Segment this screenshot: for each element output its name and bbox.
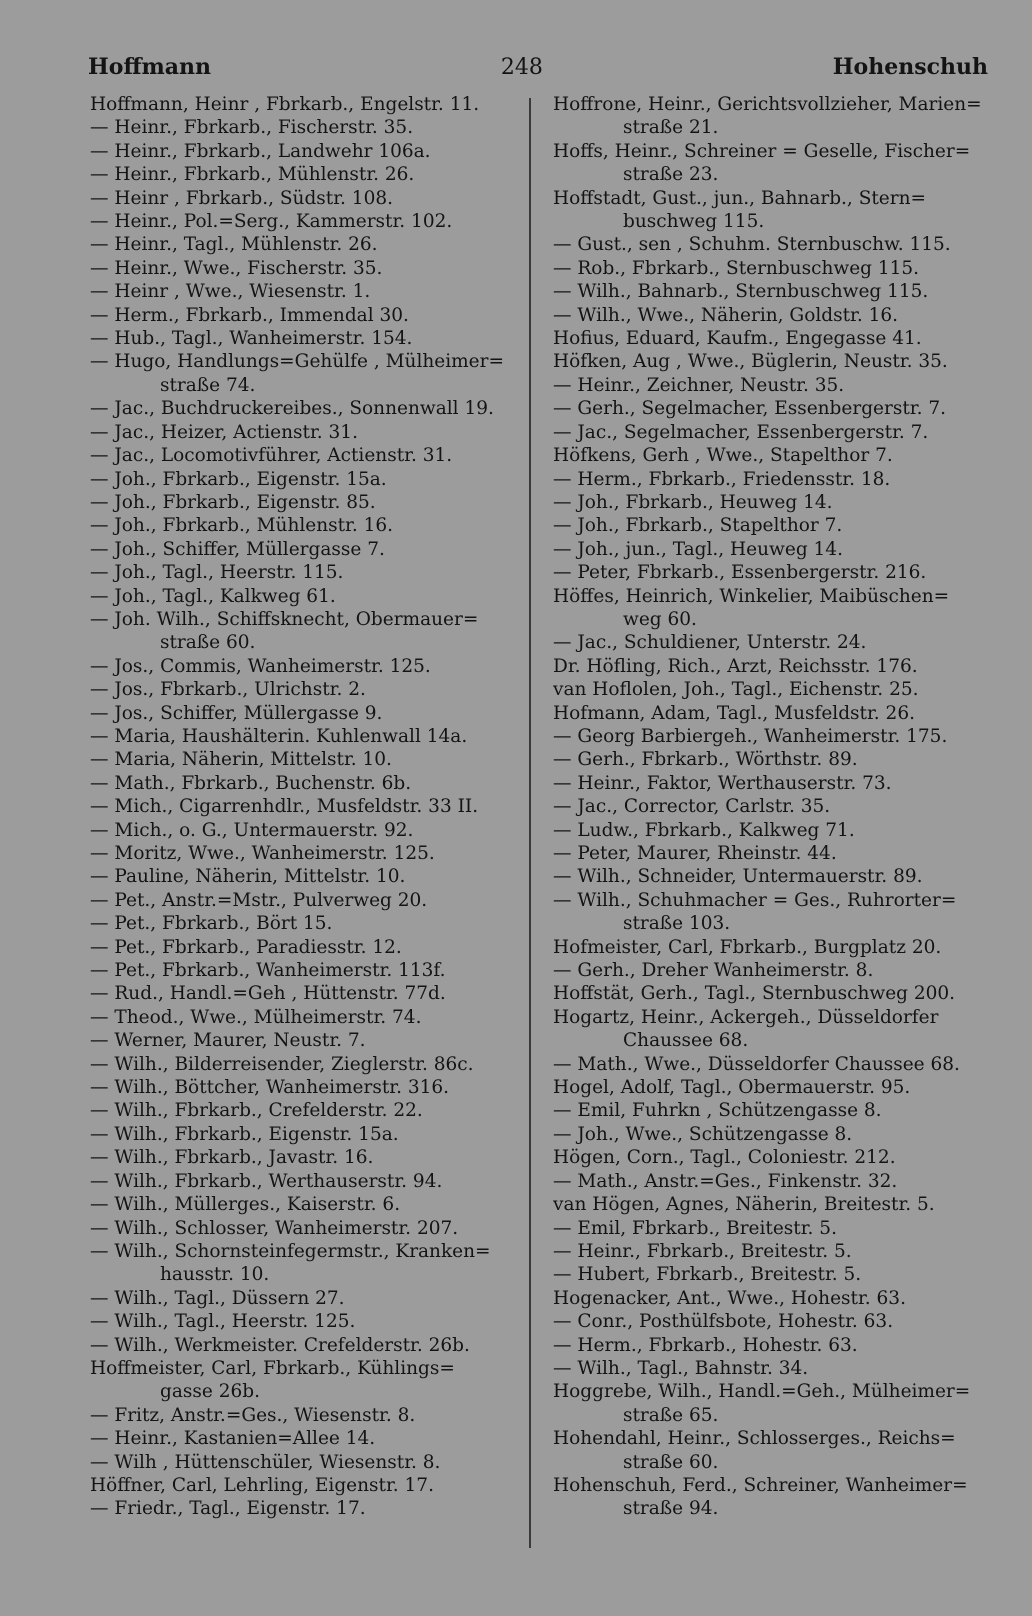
entry-continuation: straße 23.	[623, 164, 719, 186]
directory-entry: — Wilh., Schuhmacher = Ges., Ruhrorter=	[553, 889, 957, 911]
directory-entry: van Hoflolen, Joh., Tagl., Eichenstr. 25.	[553, 679, 919, 701]
directory-entry: — Heinr., Zeichner, Neustr. 35.	[553, 374, 845, 396]
directory-entry: — Wilh., Fbrkarb., Javastr. 16.	[90, 1147, 374, 1169]
directory-entry: — Joh., Fbrkarb., Mühlenstr. 16.	[90, 515, 394, 537]
directory-entry: — Heinr., Tagl., Mühlenstr. 26.	[90, 234, 378, 256]
directory-entry: — Maria, Haushälterin. Kuhlenwall 14a.	[90, 725, 468, 747]
directory-entry: — Heinr., Fbrkarb., Breitestr. 5.	[553, 1240, 852, 1262]
directory-entry: — Pauline, Näherin, Mittelstr. 10.	[90, 866, 406, 888]
directory-entry: — Wilh., Bahnarb., Sternbuschweg 115.	[553, 281, 929, 303]
directory-entry: — Joh., Wwe., Schützengasse 8.	[553, 1123, 853, 1145]
directory-entry: — Heinr., Faktor, Werthauserstr. 73.	[553, 772, 892, 794]
entry-continuation: buschweg 115.	[623, 211, 765, 233]
directory-entry: — Wilh., Fbrkarb., Eigenstr. 15a.	[90, 1123, 399, 1145]
directory-entry: Hohenschuh, Ferd., Schreiner, Wanheimer=	[553, 1474, 968, 1496]
directory-entry: — Theod., Wwe., Mülheimerstr. 74.	[90, 1006, 422, 1028]
directory-entry: Hogel, Adolf, Tagl., Obermauerstr. 95.	[553, 1077, 911, 1099]
directory-entry: Hogartz, Heinr., Ackergeh., Düsseldorfer	[553, 1006, 939, 1028]
directory-entry: — Jos., Fbrkarb., Ulrichstr. 2.	[90, 679, 366, 701]
directory-entry: — Jos., Commis, Wanheimerstr. 125.	[90, 655, 431, 677]
directory-entry: — Joh., Fbrkarb., Heuweg 14.	[553, 491, 833, 513]
directory-entry: — Jos., Schiffer, Müllergasse 9.	[90, 702, 383, 724]
directory-entry: — Joh. Wilh., Schiffsknecht, Obermauer=	[90, 608, 479, 630]
page-header	[88, 50, 988, 84]
directory-entry: — Maria, Näherin, Mittelstr. 10.	[90, 749, 392, 771]
directory-entry: — Conr., Posthülfsbote, Hohestr. 63.	[553, 1311, 894, 1333]
entry-continuation: gasse 26b.	[160, 1381, 260, 1403]
directory-entry: — Wilh., Schlosser, Wanheimerstr. 207.	[90, 1217, 459, 1239]
directory-entry: Höfkens, Gerh , Wwe., Stapelthor 7.	[553, 445, 893, 467]
directory-entry: — Hub., Tagl., Wanheimerstr. 154.	[90, 328, 413, 350]
directory-entry: Hoffstät, Gerh., Tagl., Sternbuschweg 200.	[553, 983, 956, 1005]
entry-continuation: straße 60.	[160, 632, 256, 654]
directory-entry: — Pet., Fbrkarb., Bört 15.	[90, 913, 333, 935]
directory-entry: Hoffmann, Heinr , Fbrkarb., Engelstr. 11.	[90, 94, 480, 115]
directory-entry: — Werner, Maurer, Neustr. 7.	[90, 1030, 366, 1052]
directory-entry: — Pet., Anstr.=Mstr., Pulverweg 20.	[90, 889, 428, 911]
directory-entry: — Wilh., Tagl., Düssern 27.	[90, 1287, 345, 1309]
entry-continuation: straße 74.	[160, 374, 256, 396]
header-left-keyword: Hoffmann	[88, 54, 212, 80]
directory-entry: Hofmann, Adam, Tagl., Musfeldstr. 26.	[553, 702, 915, 724]
entry-continuation: weg 60.	[623, 608, 697, 630]
right-column	[553, 93, 983, 1521]
directory-entry: — Heinr., Pol.=Serg., Kammerstr. 102.	[90, 211, 453, 233]
entry-continuation: hausstr. 10.	[160, 1264, 270, 1286]
directory-entry: — Mich., o. G., Untermauerstr. 92.	[90, 819, 414, 841]
directory-entry: — Heinr., Fbrkarb., Fischerstr. 35.	[90, 117, 414, 139]
directory-entry: van Högen, Agnes, Näherin, Breitestr. 5.	[553, 1194, 935, 1216]
directory-entry: — Wilh., Werkmeister. Crefelderstr. 26b.	[90, 1334, 470, 1356]
directory-entry: Högen, Corn., Tagl., Coloniestr. 212.	[553, 1147, 896, 1169]
header-right-keyword: Hohenschuh	[832, 54, 988, 80]
directory-entry: — Gust., sen , Schuhm. Sternbuschw. 115.	[553, 234, 951, 256]
directory-entry: — Herm., Fbrkarb., Hohestr. 63.	[553, 1334, 858, 1356]
directory-entry: — Wilh., Tagl., Bahnstr. 34.	[553, 1357, 809, 1379]
directory-entry: — Math., Anstr.=Ges., Finkenstr. 32.	[553, 1170, 898, 1192]
directory-entry: — Mich., Cigarrenhdlr., Musfeldstr. 33 II.	[90, 796, 479, 818]
directory-entry: Hoffs, Heinr., Schreiner = Geselle, Fischer=	[553, 140, 971, 162]
directory-entry: — Wilh., Schneider, Untermauerstr. 89.	[553, 866, 923, 888]
directory-entry: — Rud., Handl.=Geh , Hüttenstr. 77d.	[90, 983, 446, 1005]
left-column	[90, 93, 512, 1521]
directory-entry: — Heinr., Fbrkarb., Landwehr 106a.	[90, 140, 431, 162]
directory-entry: Höfken, Aug , Wwe., Büglerin, Neustr. 35.	[553, 351, 948, 373]
directory-entry: Hoggrebe, Wilh., Handl.=Geh., Mülheimer=	[553, 1381, 971, 1403]
directory-entry: Höffes, Heinrich, Winkelier, Maibüschen=	[553, 585, 950, 607]
directory-entry: — Pet., Fbrkarb., Paradiesstr. 12.	[90, 936, 402, 958]
directory-entry: — Joh., Schiffer, Müllergasse 7.	[90, 538, 385, 560]
directory-entry: Hofmeister, Carl, Fbrkarb., Burgplatz 20.	[553, 936, 942, 958]
directory-entry: — Joh., Fbrkarb., Stapelthor 7.	[553, 515, 843, 537]
directory-entry: Dr. Höfling, Rich., Arzt, Reichsstr. 176.	[553, 655, 918, 677]
directory-entry: — Jac., Segelmacher, Essenbergerstr. 7.	[553, 421, 929, 443]
directory-entry: — Jac., Buchdruckereibes., Sonnenwall 19.	[90, 398, 494, 420]
directory-entry: Hofius, Eduard, Kaufm., Engegasse 41.	[553, 328, 922, 350]
directory-entry: — Jac., Heizer, Actienstr. 31.	[90, 421, 358, 443]
directory-entry: — Wilh., Fbrkarb., Werthauserstr. 94.	[90, 1170, 443, 1192]
entry-continuation: Chaussee 68.	[623, 1030, 749, 1052]
directory-entry: — Wilh , Hüttenschüler, Wiesenstr. 8.	[90, 1451, 441, 1473]
directory-entry: — Georg Barbiergeh., Wanheimerstr. 175.	[553, 725, 948, 747]
directory-entry: Hoffrone, Heinr., Gerichtsvollzieher, Marien=	[553, 94, 982, 115]
directory-entry: — Emil, Fbrkarb., Breitestr. 5.	[553, 1217, 837, 1239]
directory-entry: — Wilh., Böttcher, Wanheimerstr. 316.	[90, 1077, 450, 1099]
directory-entry: — Math., Fbrkarb., Buchenstr. 6b.	[90, 772, 412, 794]
directory-entry: — Gerh., Segelmacher, Essenbergerstr. 7.	[553, 398, 946, 420]
entry-continuation: straße 21.	[623, 117, 719, 139]
directory-entry: — Hubert, Fbrkarb., Breitestr. 5.	[553, 1264, 862, 1286]
page-number: 248	[500, 54, 543, 80]
directory-entry: — Peter, Maurer, Rheinstr. 44.	[553, 843, 837, 864]
directory-entry: — Joh., Tagl., Heerstr. 115.	[90, 562, 344, 584]
directory-entry: — Joh., Fbrkarb., Eigenstr. 15a.	[90, 468, 387, 490]
directory-entry: — Math., Wwe., Düsseldorfer Chaussee 68.	[553, 1053, 960, 1075]
directory-entry: — Jac., Corrector, Carlstr. 35.	[553, 796, 831, 818]
directory-entry: Hogenacker, Ant., Wwe., Hohestr. 63.	[553, 1287, 906, 1309]
directory-entry: — Ludw., Fbrkarb., Kalkweg 71.	[553, 819, 855, 841]
directory-entry: — Hugo, Handlungs=Gehülfe , Mülheimer=	[90, 351, 504, 373]
directory-entry: Höffner, Carl, Lehrling, Eigenstr. 17.	[90, 1474, 434, 1496]
directory-entry: — Joh., jun., Tagl., Heuweg 14.	[553, 538, 843, 560]
directory-entry: — Wilh., Bilderreisender, Zieglerstr. 86c.	[90, 1053, 474, 1075]
entry-continuation: straße 60.	[623, 1451, 719, 1473]
directory-entry: — Heinr., Kastanien=Allee 14.	[90, 1428, 376, 1450]
directory-entry: — Fritz, Anstr.=Ges., Wiesenstr. 8.	[90, 1404, 416, 1426]
directory-entry: — Wilh., Schornsteinfegermstr., Kranken=	[90, 1240, 491, 1262]
directory-entry: — Gerh., Fbrkarb., Wörthstr. 89.	[553, 749, 858, 771]
directory-entry: — Heinr., Fbrkarb., Mühlenstr. 26.	[90, 164, 415, 186]
directory-entry: — Joh., Tagl., Kalkweg 61.	[90, 585, 336, 607]
directory-entry: — Heinr , Wwe., Wiesenstr. 1.	[90, 281, 371, 303]
directory-entry: — Herm., Fbrkarb., Friedensstr. 18.	[553, 468, 891, 490]
directory-entry: — Joh., Fbrkarb., Eigenstr. 85.	[90, 491, 376, 513]
directory-entry: — Wilh., Wwe., Näherin, Goldstr. 16.	[553, 304, 899, 326]
directory-entry: — Jac., Locomotivführer, Actienstr. 31.	[90, 445, 453, 467]
directory-entry: Hoffstadt, Gust., jun., Bahnarb., Stern=	[553, 187, 927, 209]
directory-entry: — Heinr , Fbrkarb., Südstr. 108.	[90, 187, 393, 209]
entry-continuation: straße 103.	[623, 913, 731, 935]
directory-entry: — Gerh., Dreher Wanheimerstr. 8.	[553, 960, 874, 982]
directory-entry: — Wilh., Müllerges., Kaiserstr. 6.	[90, 1194, 401, 1216]
directory-entry: — Friedr., Tagl., Eigenstr. 17.	[90, 1498, 366, 1520]
entry-continuation: straße 65.	[623, 1404, 719, 1426]
directory-entry: — Wilh., Fbrkarb., Crefelderstr. 22.	[90, 1100, 423, 1122]
entry-continuation: straße 94.	[623, 1498, 719, 1520]
directory-entry: — Jac., Schuldiener, Unterstr. 24.	[553, 632, 867, 654]
directory-entry: — Pet., Fbrkarb., Wanheimerstr. 113f.	[90, 960, 446, 982]
directory-entry: Hoffmeister, Carl, Fbrkarb., Kühlings=	[90, 1357, 455, 1379]
directory-entry: — Moritz, Wwe., Wanheimerstr. 125.	[90, 843, 435, 864]
directory-entry: — Herm., Fbrkarb., Immendal 30.	[90, 304, 409, 326]
directory-entry: — Rob., Fbrkarb., Sternbuschweg 115.	[553, 257, 920, 279]
directory-entry: — Peter, Fbrkarb., Essenbergerstr. 216.	[553, 562, 927, 584]
directory-entry: Hohendahl, Heinr., Schlosserges., Reichs=	[553, 1428, 956, 1450]
directory-entry: — Heinr., Wwe., Fischerstr. 35.	[90, 257, 383, 279]
column-divider	[529, 98, 531, 1548]
directory-entry: — Wilh., Tagl., Heerstr. 125.	[90, 1311, 356, 1333]
directory-entry: — Emil, Fuhrkn , Schützengasse 8.	[553, 1100, 882, 1122]
